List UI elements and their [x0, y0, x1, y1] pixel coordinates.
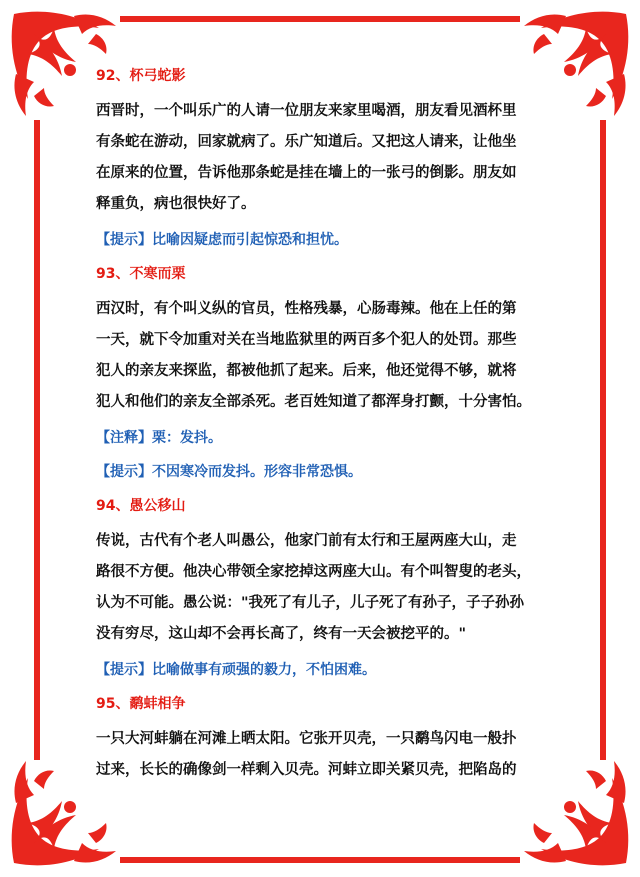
story-line: 有条蛇在游动，回家就病了。乐广知道后。又把这人请来，让他坐 [96, 134, 517, 150]
story-line: 犯人和他们的亲友全部杀死。老百姓知道了都浑身打颤，十分害怕。 [96, 394, 531, 410]
frame-border-right [600, 120, 606, 760]
idiom-heading: 94、愚公移山 [96, 498, 186, 514]
hint-note: 【提示】不因寒冷而发抖。形容非常恐惧。 [96, 464, 362, 480]
idiom-heading: 92、杯弓蛇影 [96, 68, 186, 84]
annotation-note: 【注释】栗：发抖。 [96, 430, 222, 446]
idiom-story-list [96, 66, 556, 786]
story-line: 过来，长长的确像剑一样剩入贝壳。河蚌立即关紧贝壳，把陷岛的 [96, 762, 517, 778]
story-line: 认为不可能。愚公说："我死了有儿子，儿子死了有孙子，子子孙孙 [96, 595, 525, 611]
story-line: 一只大河蚌躺在河滩上晒太阳。它张开贝壳，一只鹬鸟闪电一般扑 [96, 731, 517, 747]
story-line: 没有穷尽，这山却不会再长高了，终有一天会被挖平的。" [96, 626, 467, 642]
frame-border-bottom [120, 857, 520, 863]
story-line: 西晋时，一个叫乐广的人请一位朋友来家里喝酒，朋友看见酒杯里 [96, 103, 517, 119]
frame-border-top [120, 16, 520, 22]
hint-note: 【提示】比喻因疑虑而引起惊恐和担忧。 [96, 232, 348, 248]
idiom-heading: 93、不寒而栗 [96, 266, 186, 282]
story-line: 释重负，病也很快好了。 [96, 196, 256, 212]
hint-note: 【提示】比喻做事有顽强的毅力，不怕困难。 [96, 662, 376, 678]
story-line: 一天，就下令加重对关在当地监狱里的两百多个犯人的处罚。那些 [96, 332, 517, 348]
story-line: 路很不方便。他决心带领全家挖掉这两座大山。有个叫智叟的老头， [96, 564, 531, 580]
story-line: 犯人的亲友来探监，都被他抓了起来。后来，他还觉得不够，就将 [96, 363, 517, 379]
story-line: 传说，古代有个老人叫愚公，他家门前有太行和王屋两座大山，走 [96, 533, 517, 549]
idiom-heading: 95、鹬蚌相争 [96, 696, 186, 712]
story-line: 在原来的位置，告诉他那条蛇是挂在墙上的一张弓的倒影。朋友如 [96, 165, 517, 181]
story-line: 西汉时，有个叫义纵的官员，性格残暴，心肠毒辣。他在上任的第 [96, 301, 517, 317]
frame-border-left [34, 120, 40, 760]
